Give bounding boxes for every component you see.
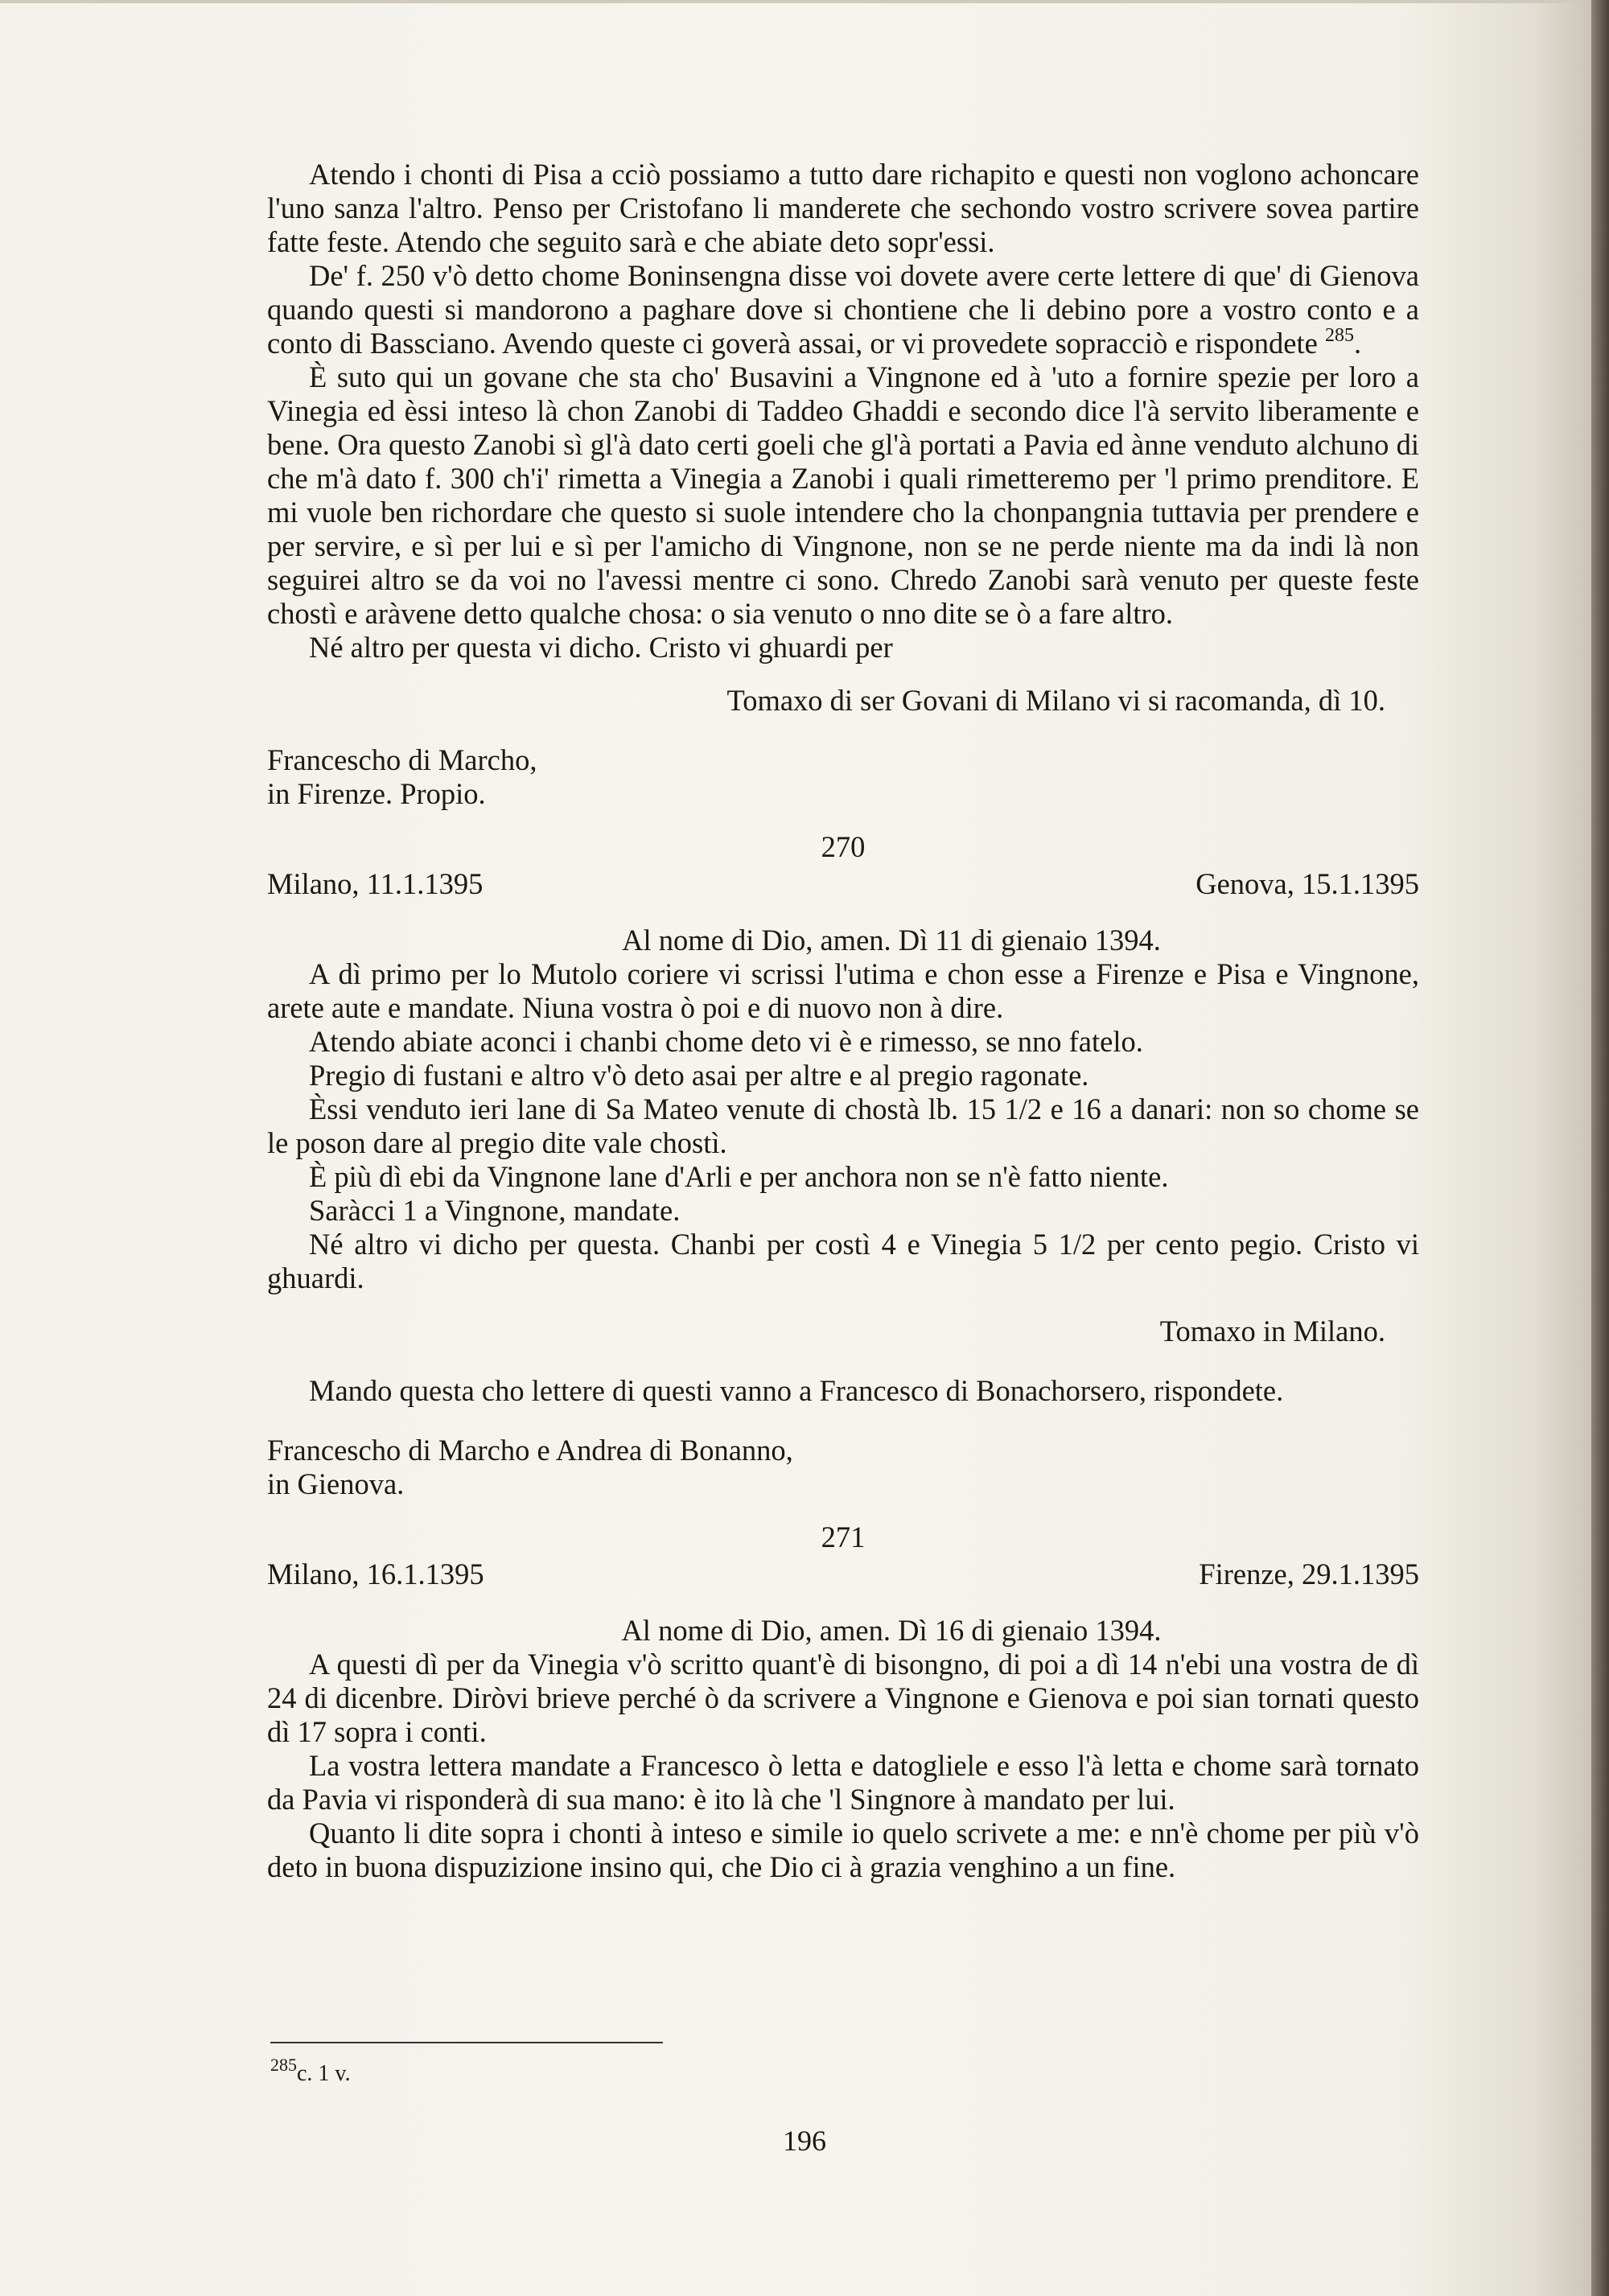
letter-origin: Milano, 11.1.1395 xyxy=(267,867,484,900)
paragraph: A dì primo per lo Mutolo coriere vi scrissi l'utima e chon esse a Firenze e Pisa e Vingnone, arete aute e mandate. Niuna vostra ò poi e di nuovo non à dire. xyxy=(267,957,1419,1024)
letter-destination: Firenze, 29.1.1395 xyxy=(1199,1557,1419,1590)
footnote-divider xyxy=(270,2042,663,2043)
signature: Tomaxo di ser Govani di Milano vi si racomanda, dì 10. xyxy=(726,684,1385,717)
footnote-ref[interactable]: 285 xyxy=(1324,324,1354,346)
paragraph: È suto qui un govane che sta cho' Busavini a Vingnone ed à 'uto a fornire spezie per loro a Vinegia ed èssi inteso là chon Zanobi di Taddeo Ghaddi e secondo dice l'à servito liberamente e bene. Ora questo Zanobi sì gl'à dato certi goeli che gl'à portati a Pavia ed ànne venduto alchuno di che m'à dato f. 300 ch'i' rimetta a Vinegia a Zanobi i quali rimetteremo per 'l primo prenditore. E mi vuole ben richordare che questo si suole intendere cho la chonpangnia tuttavia per prendere e per servire, e sì per lui e sì per l'amicho di Vingnone, non se ne perde niente ma da indi là non seguirei altro se da voi no l'avessi mentre ci sono. Chredo Zanobi sarà venuto per queste feste chostì e aràvene detto qualche chosa: o sia venuto o nno dite se ò a fare altro. xyxy=(267,360,1419,630)
paragraph: La vostra lettera mandate a Francesco ò letta e datogliele e esso l'à letta e chome sarà tornato da Pavia vi risponderà di sua mano: è ito là che 'l Singnore à mandato per lui. xyxy=(267,1749,1419,1816)
book-gutter xyxy=(1591,0,1609,2296)
invocation: Al nome di Dio, amen. Dì 16 di gienaio 1394. xyxy=(621,1614,1162,1647)
address-line: Francescho di Marcho e Andrea di Bonanno, xyxy=(267,1434,793,1467)
address-line: in Gienova. xyxy=(267,1467,405,1500)
paragraph: Né altro vi dicho per questa. Chanbi per costì 4 e Vinegia 5 1/2 per cento pegio. Cristo vi ghuardi. xyxy=(267,1228,1419,1294)
postscript: Mando questa cho lettere di questi vanno a Francesco di Bonachorsero, rispondete. xyxy=(309,1374,1284,1407)
letter-header xyxy=(267,1520,1419,1594)
paragraph: Èssi venduto ieri lane di Sa Mateo venute di chostà lb. 15 1/2 e 16 a danari: non so chome se le poson dare al pregio dite vale chostì. xyxy=(267,1092,1419,1159)
address-line: in Firenze. Propio. xyxy=(267,777,486,810)
paragraph: A questi dì per da Vinegia v'ò scritto quant'è di bisongno, di poi a dì 14 n'ebi una vostra de dì 24 di dicenbre. Diròvi brieve perché ò da scrivere a Vingnone e Gienova e poi sian tornati questo dì 17 sopra i conti. xyxy=(267,1648,1419,1748)
letter-number: 270 xyxy=(821,830,866,863)
footnote-text: c. 1 v. xyxy=(297,2061,351,2086)
paragraph: Pregio di fustani e altro v'ò deto asai per altre e al pregio ragonate. xyxy=(309,1059,1089,1092)
signature: Tomaxo in Milano. xyxy=(1159,1315,1385,1348)
letter-number: 271 xyxy=(821,1520,866,1553)
paragraph: Né altro per questa vi dicho. Cristo vi ghuardi per xyxy=(309,631,893,664)
letter-destination: Genova, 15.1.1395 xyxy=(1195,867,1419,900)
paragraph: Atendo abiate aconci i chanbi chome deto vi è e rimesso, se nno fatelo. xyxy=(309,1025,1143,1058)
paragraph: Atendo i chonti di Pisa a cciò possiamo a tutto dare richapito e questi non voglono achoncare l'uno sanza l'altro. Penso per Cristofano li manderete che sechondo vostro scrivere sovea partire fatte feste. Atendo che seguito sarà e che abiate deto sopr'essi. xyxy=(267,158,1419,258)
address-line: Francescho di Marcho, xyxy=(267,743,537,776)
letter-origin: Milano, 16.1.1395 xyxy=(267,1557,484,1590)
page-top-edge xyxy=(0,0,1577,3)
footnote-number: 285 xyxy=(270,2054,297,2075)
page-number: 196 xyxy=(783,2125,826,2157)
paragraph: È più dì ebi da Vingnone lane d'Arli e per anchora non se n'è fatto niente. xyxy=(309,1160,1169,1193)
invocation: Al nome di Dio, amen. Dì 11 di gienaio 1394. xyxy=(622,924,1161,957)
paragraph: Quanto li dite sopra i chonti à inteso e simile io quelo scrivete a me: e nn'è chome per più v'ò deto in buona dispuzizione insino qui, che Dio ci à grazia venghino a un fine. xyxy=(267,1817,1419,1883)
letter-header xyxy=(267,830,1419,904)
paragraph-text: De' f. 250 v'ò detto chome Boninsengna disse voi dovete avere certe lettere di que' di Gienova quando questi si mandorono a paghare dove si chontiene che li debino pore a vostro conto e a conto di Bassciano. Avendo queste ci goverà assai, or vi provedete sopracciò e rispondete xyxy=(267,259,1419,360)
paragraph: Saràcci 1 a Vingnone, mandate. xyxy=(309,1194,681,1227)
footnote xyxy=(270,2054,351,2087)
paragraph: De' f. 250 v'ò detto chome Boninsengna disse voi dovete avere certe lettere di que' di Gienova quando questi si mandorono a paghare dove si chontiene che li debino pore a vostro conto e a conto di Bassciano. Avendo queste ci goverà assai, or vi provedete sopracciò e rispondete $^{285}$. xyxy=(267,259,1419,360)
main-text xyxy=(267,158,1419,1884)
